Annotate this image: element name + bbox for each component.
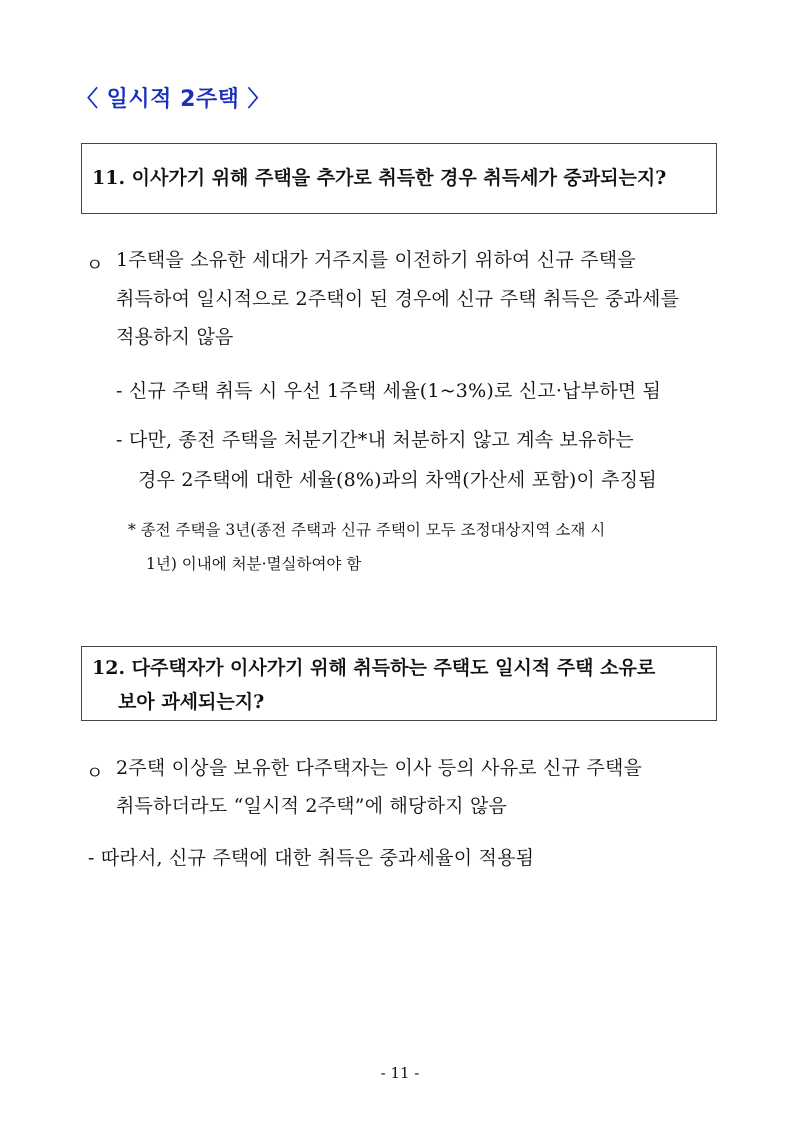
answer-12-dash-1: - 따라서, 신규 주택에 대한 취득은 중과세율이 적용됨: [88, 847, 535, 869]
answer-11-line-3: 적용하지 않음: [116, 326, 234, 348]
answer-12-line-2: 취득하더라도 “일시적 2주택”에 해당하지 않음: [116, 795, 508, 817]
answer-11-line-2: 취득하여 일시적으로 2주택이 된 경우에 신규 주택 취득은 중과세를: [116, 288, 680, 310]
answer-12-line-1: 2주택 이상을 보유한 다주택자는 이사 등의 사유로 신규 주택을: [116, 757, 643, 779]
question-12-line-2: 보아 과세되는지?: [118, 691, 265, 713]
footnote-line-2: 1년) 이내에 처분·멸실하여야 함: [146, 555, 362, 573]
bullet-circle-icon: ㅇ: [86, 763, 104, 784]
question-box-12: [81, 646, 717, 721]
question-11-text: 11. 이사가기 위해 주택을 추가로 취득한 경우 취득세가 중과되는지?: [92, 167, 667, 189]
section-title: 〈 일시적 2주택 〉: [76, 87, 271, 112]
page-number: - 11 -: [380, 1064, 420, 1082]
answer-11-line-1: 1주택을 소유한 세대가 거주지를 이전하기 위하여 신규 주택을: [116, 249, 636, 271]
answer-11-dash-2-line-1: - 다만, 종전 주택을 처분기간*내 처분하지 않고 계속 보유하는: [116, 429, 634, 451]
bullet-circle-icon: ㅇ: [86, 255, 104, 276]
answer-11-dash-2-line-2: 경우 2주택에 대한 세율(8%)과의 차액(가산세 포함)이 추징됨: [138, 469, 657, 491]
question-box-11: [81, 143, 717, 214]
answer-11-dash-1: - 신규 주택 취득 시 우선 1주택 세율(1~3%)로 신고·납부하면 됨: [116, 380, 662, 402]
question-12-line-1: 12. 다주택자가 이사가기 위해 취득하는 주택도 일시적 주택 소유로: [92, 657, 656, 679]
footnote-line-1: * 종전 주택을 3년(종전 주택과 신규 주택이 모두 조정대상지역 소재 시: [128, 521, 606, 539]
